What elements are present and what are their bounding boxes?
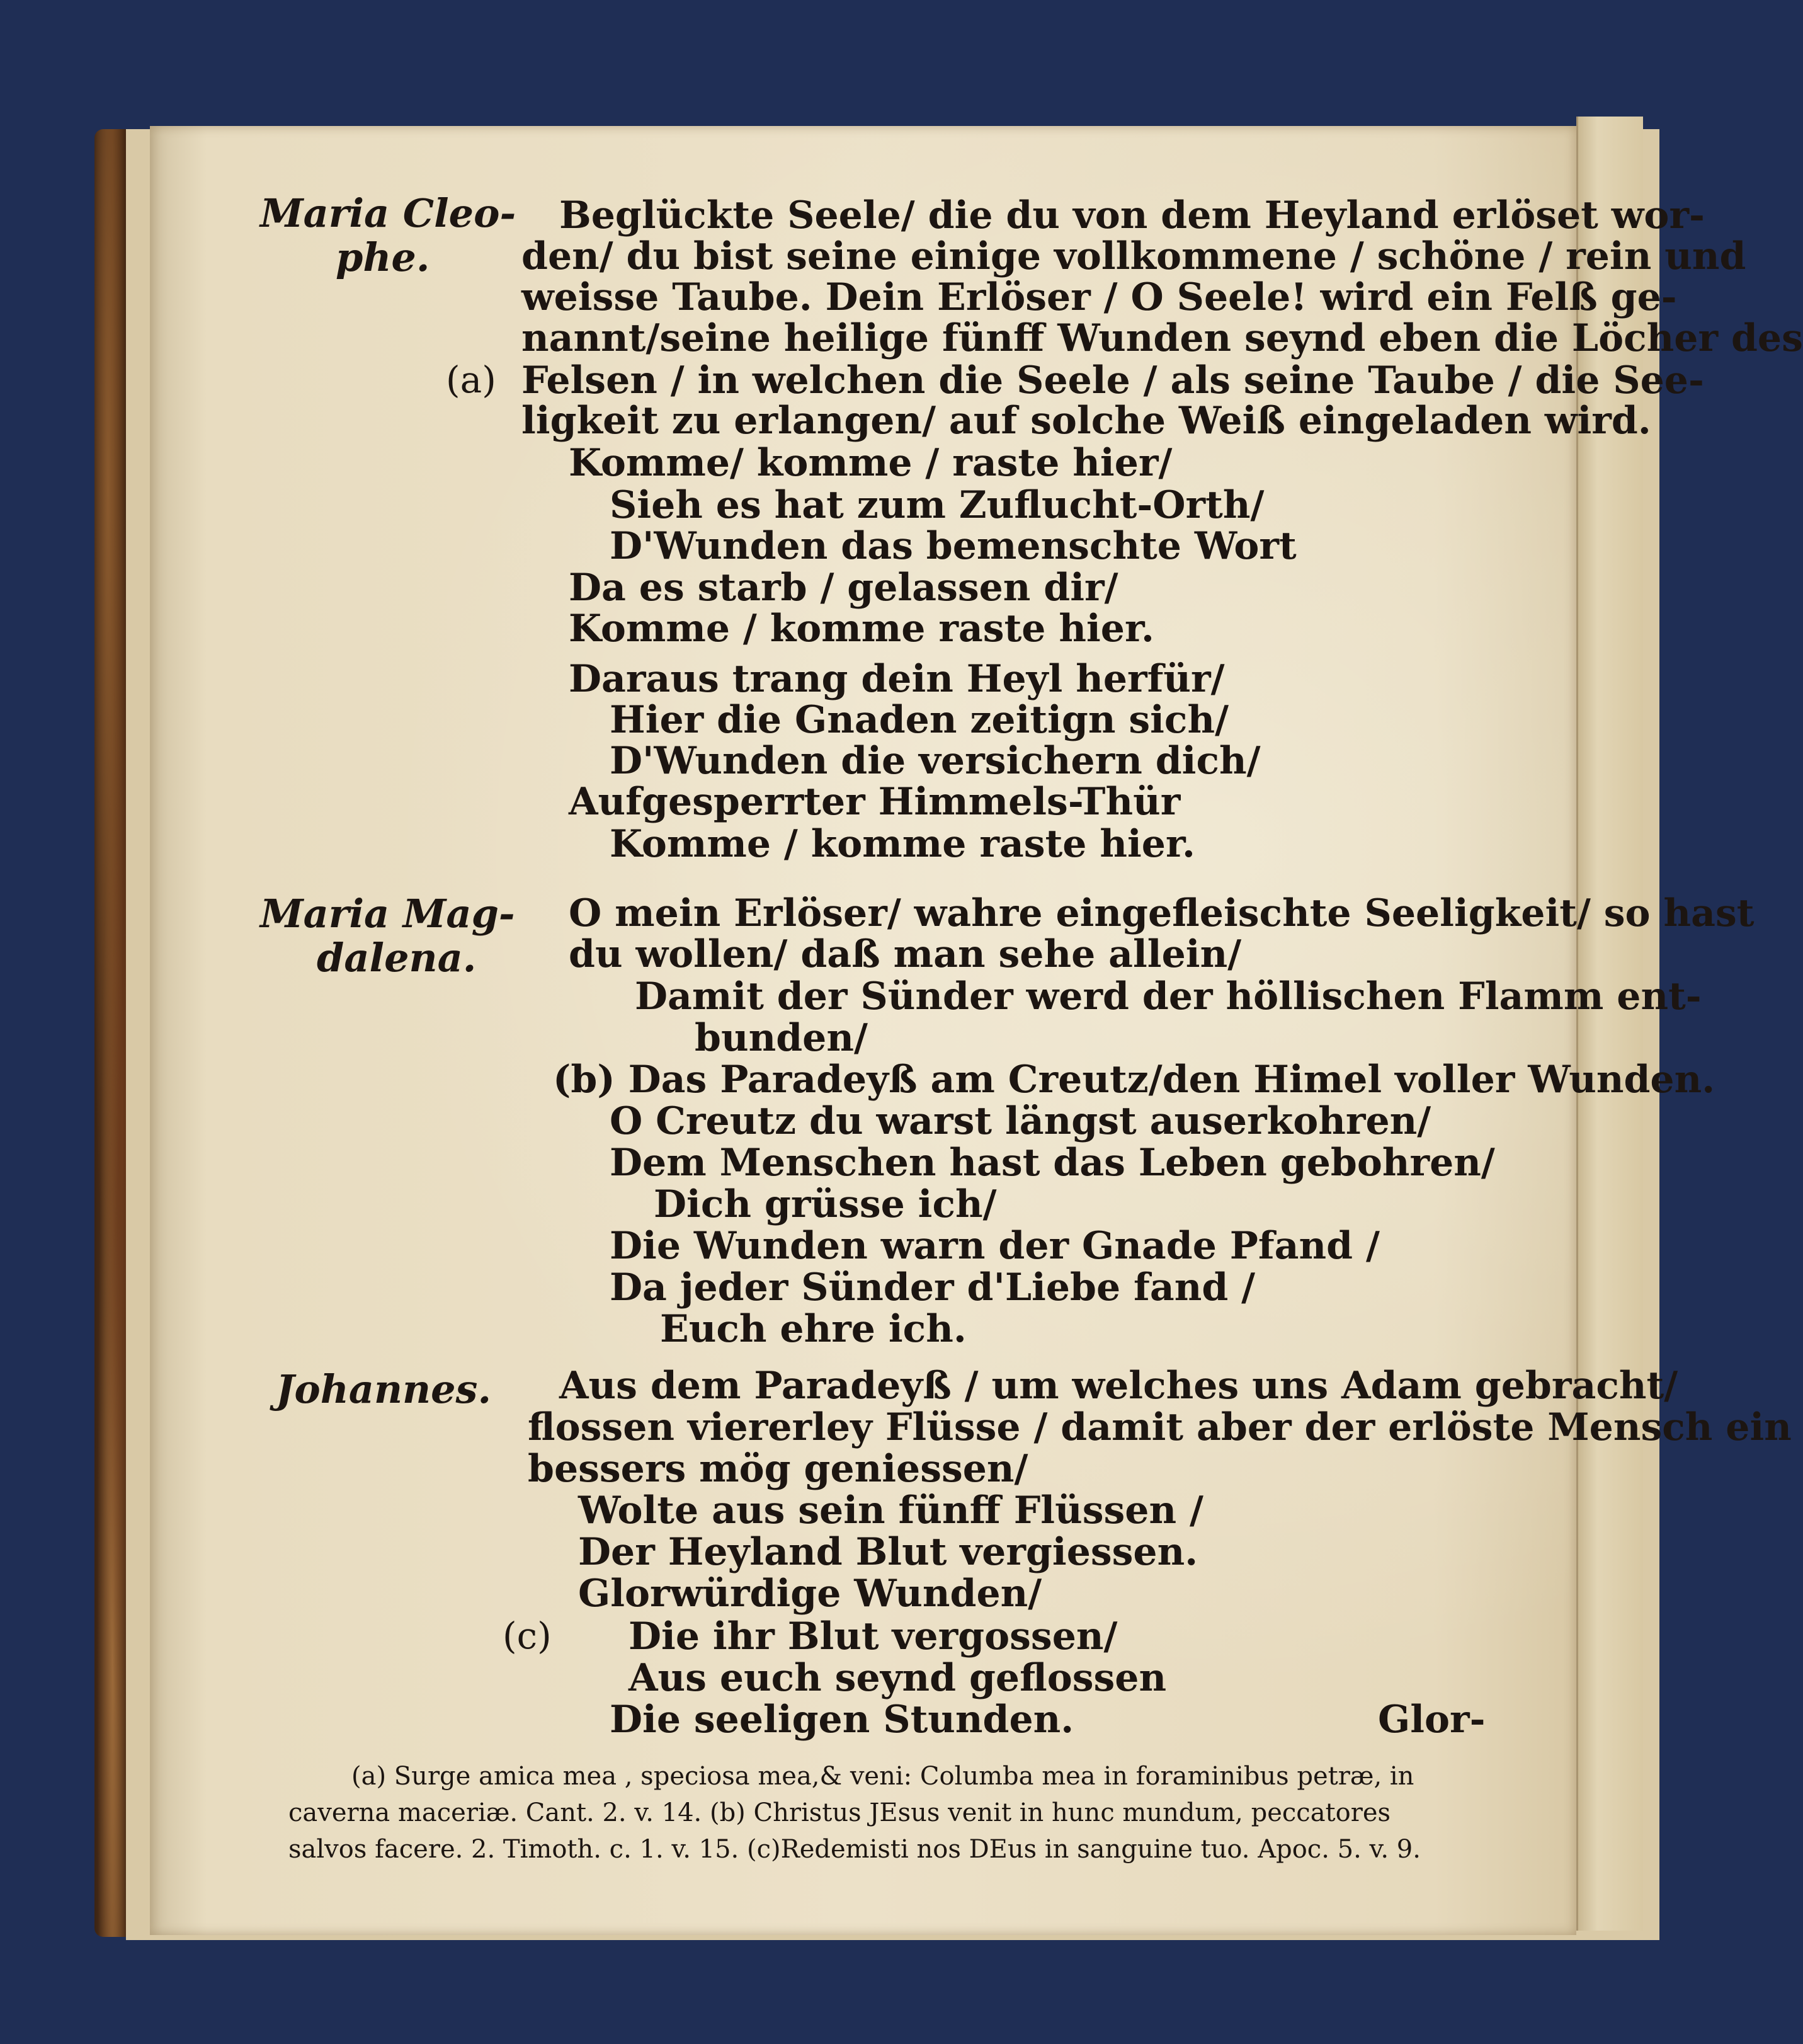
johannes-line-3: bessers mög geniessen/ [528,1447,1028,1491]
speaker-maria-cleophe-1: Maria Cleo- [260,190,516,236]
speaker-maria-cleophe-2: phe. [336,234,430,280]
magdalena-line-8: Dich grüsse ich/ [654,1182,997,1226]
cleophe-line-6: ligkeit zu erlangen/ auf solche Weiß eingeladen wird. [521,399,1651,443]
magdalena-line-5: (b) Das Paradeyß am Creutz/den Himel voller Wunden. [553,1058,1715,1102]
johannes-line-4: Wolte aus sein fünff Flüssen / [578,1488,1203,1533]
cleophe-line-2: den/ du bist seine einige vollkommene / schöne / rein und [521,234,1746,278]
speaker-maria-magdalena-1: Maria Mag- [260,891,515,937]
cleophe-line-4: nannt/seine heilige fünff Wunden seynd eben die Löcher des [521,316,1803,360]
footnote-line-1: (a) Surge amica mea , speciosa mea,& veni: Columba mea in foraminibus petræ, in [351,1762,1414,1791]
verse2-line-5: Komme / komme raste hier. [610,822,1195,866]
footnote-line-2: caverna maceriæ. Cant. 2. v. 14. (b) Christus JEsus venit in hunc mundum, peccatores [288,1798,1391,1827]
speaker-maria-magdalena-2: dalena. [317,935,477,981]
johannes-line-2: flossen viererley Flüsse / damit aber der erlöste Mensch ein [528,1405,1792,1449]
verse2-line-3: D'Wunden die versichern dich/ [610,739,1261,783]
footnote-line-3: salvos facere. 2. Timoth. c. 1. v. 15. (c)Redemisti nos DEus in sanguine tuo. Apoc. 5. v. 9. [288,1835,1421,1864]
verse1-line-1: Komme/ komme / raste hier/ [569,441,1173,485]
magdalena-line-3: Damit der Sünder werd der höllischen Flamm ent- [635,974,1702,1019]
magdalena-line-11: Euch ehre ich. [660,1307,967,1351]
johannes-line-5: Der Heyland Blut vergiessen. [578,1530,1198,1574]
verse2-line-4: Aufgesperrter Himmels-Thür [569,780,1181,824]
catchword: Glor- [1378,1698,1486,1742]
verse1-line-5: Komme / komme raste hier. [569,607,1154,651]
footnote-marker-c: (c) [503,1614,552,1657]
verse2-line-2: Hier die Gnaden zeitign sich/ [610,698,1229,742]
speaker-johannes: Johannes. [276,1366,492,1412]
magdalena-line-7: Dem Menschen hast das Leben gebohren/ [610,1141,1495,1185]
magdalena-line-9: Die Wunden warn der Gnade Pfand / [610,1224,1380,1268]
verse1-line-4: Da es starb / gelassen dir/ [569,566,1118,610]
johannes-line-6: Glorwürdige Wunden/ [578,1572,1042,1616]
magdalena-line-2: du wollen/ daß man sehe allein/ [569,932,1242,976]
johannes-line-1: Aus dem Paradeyß / um welches uns Adam gebracht/ [559,1364,1678,1408]
verse1-line-3: D'Wunden das bemenschte Wort [610,524,1297,568]
magdalena-line-1: O mein Erlöser/ wahre eingefleischte Seeligkeit/ so hast [569,891,1755,935]
verse2-line-1: Daraus trang dein Heyl herfür/ [569,657,1225,701]
johannes-line-8: Aus euch seynd geflossen [628,1656,1167,1700]
magdalena-line-10: Da jeder Sünder d'Liebe fand / [610,1265,1256,1310]
magdalena-line-6: O Creutz du warst längst auserkohren/ [610,1099,1431,1143]
verse1-line-2: Sieh es hat zum Zuflucht-Orth/ [610,483,1265,527]
cleophe-line-5: Felsen / in welchen die Seele / als seine Taube / die See- [521,358,1704,403]
footnote-marker-a: (a) [446,358,496,401]
johannes-line-7: Die ihr Blut vergossen/ [628,1614,1118,1659]
cleophe-line-1: Beglückte Seele/ die du von dem Heyland erlöset wor- [559,193,1705,237]
cleophe-line-3: weisse Taube. Dein Erlöser / O Seele! wird ein Felß ge- [521,275,1677,319]
book-page [150,126,1803,1935]
magdalena-line-4: bunden/ [695,1016,868,1060]
johannes-line-9: Die seeligen Stunden. [610,1698,1074,1742]
